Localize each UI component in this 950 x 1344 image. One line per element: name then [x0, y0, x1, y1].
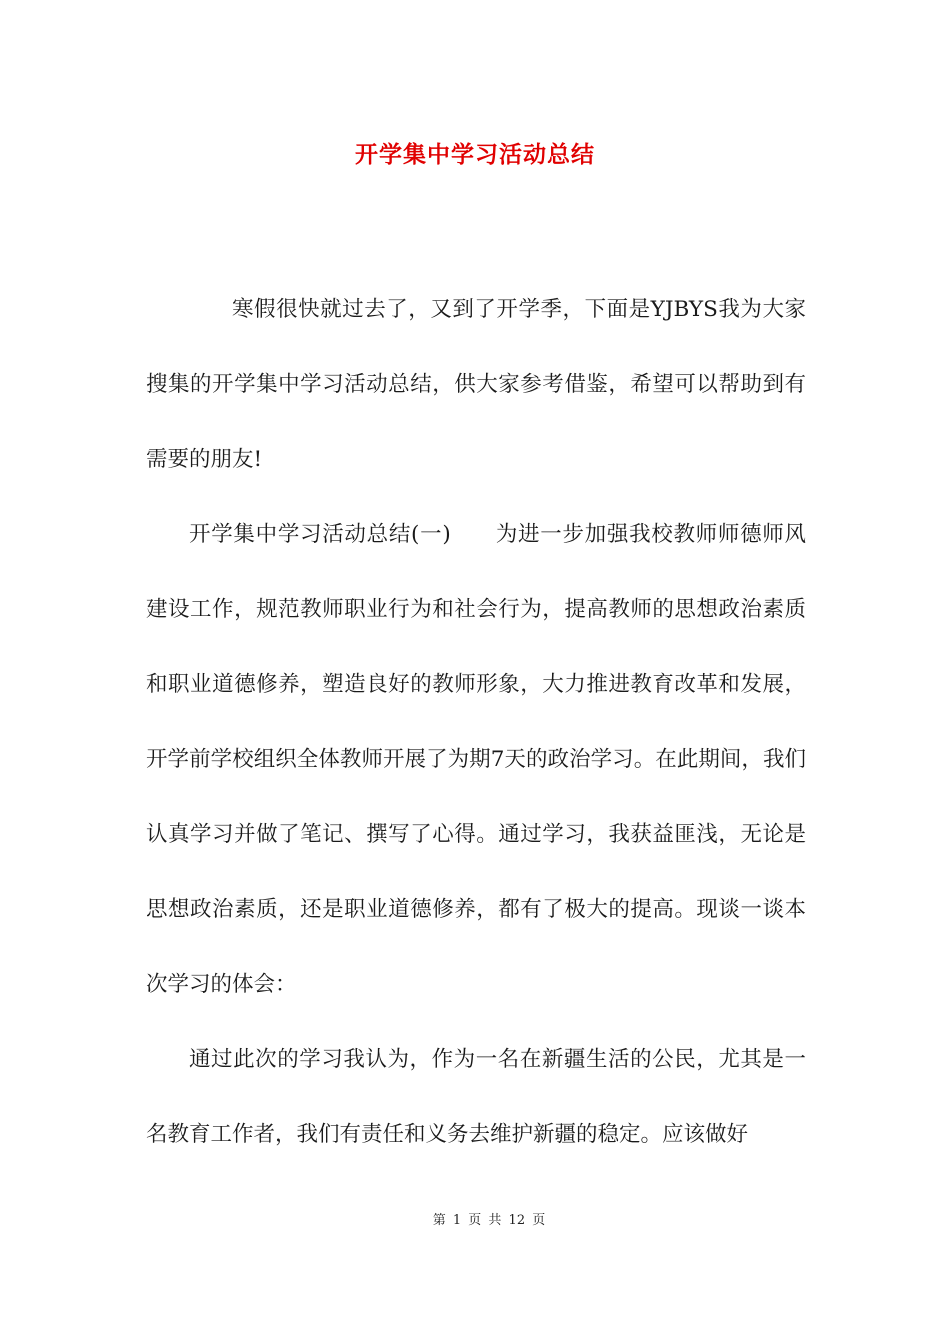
- page-number-footer: 第 1 页 共 12 页: [432, 1213, 546, 1228]
- document-title: 开学集中学习活动总结: [355, 142, 595, 168]
- document-body: [146, 272, 806, 1172]
- paragraph-reflection: 通过此次的学习我认为，作为一名在新疆生活的公民，尤其是一名教育工作者，我们有责任和义务去维护新疆的稳定。应该做好: [146, 1047, 806, 1147]
- paragraph-intro: 寒假很快就过去了，又到了开学季，下面是YJBYS我为大家搜集的开学集中学习活动总结，供大家参考借鉴，希望可以帮助到有需要的朋友!: [146, 297, 806, 472]
- paragraph-summary-one: 开学集中学习活动总结(一) 为进一步加强我校教师师德师风建设工作，规范教师职业行为和社会行为，提高教师的思想政治素质和职业道德修养，塑造良好的教师形象，大力推进教育改革和发展，开学前学校组织全体教师开展了为期7天的政治学习。在此期间，我们认真学习并做了笔记、撰写了心得。通过学习，我获益匪浅，无论是思想政治素质，还是职业道德修养，都有了极大的提高。现谈一谈本次学习的体会：: [146, 522, 806, 997]
